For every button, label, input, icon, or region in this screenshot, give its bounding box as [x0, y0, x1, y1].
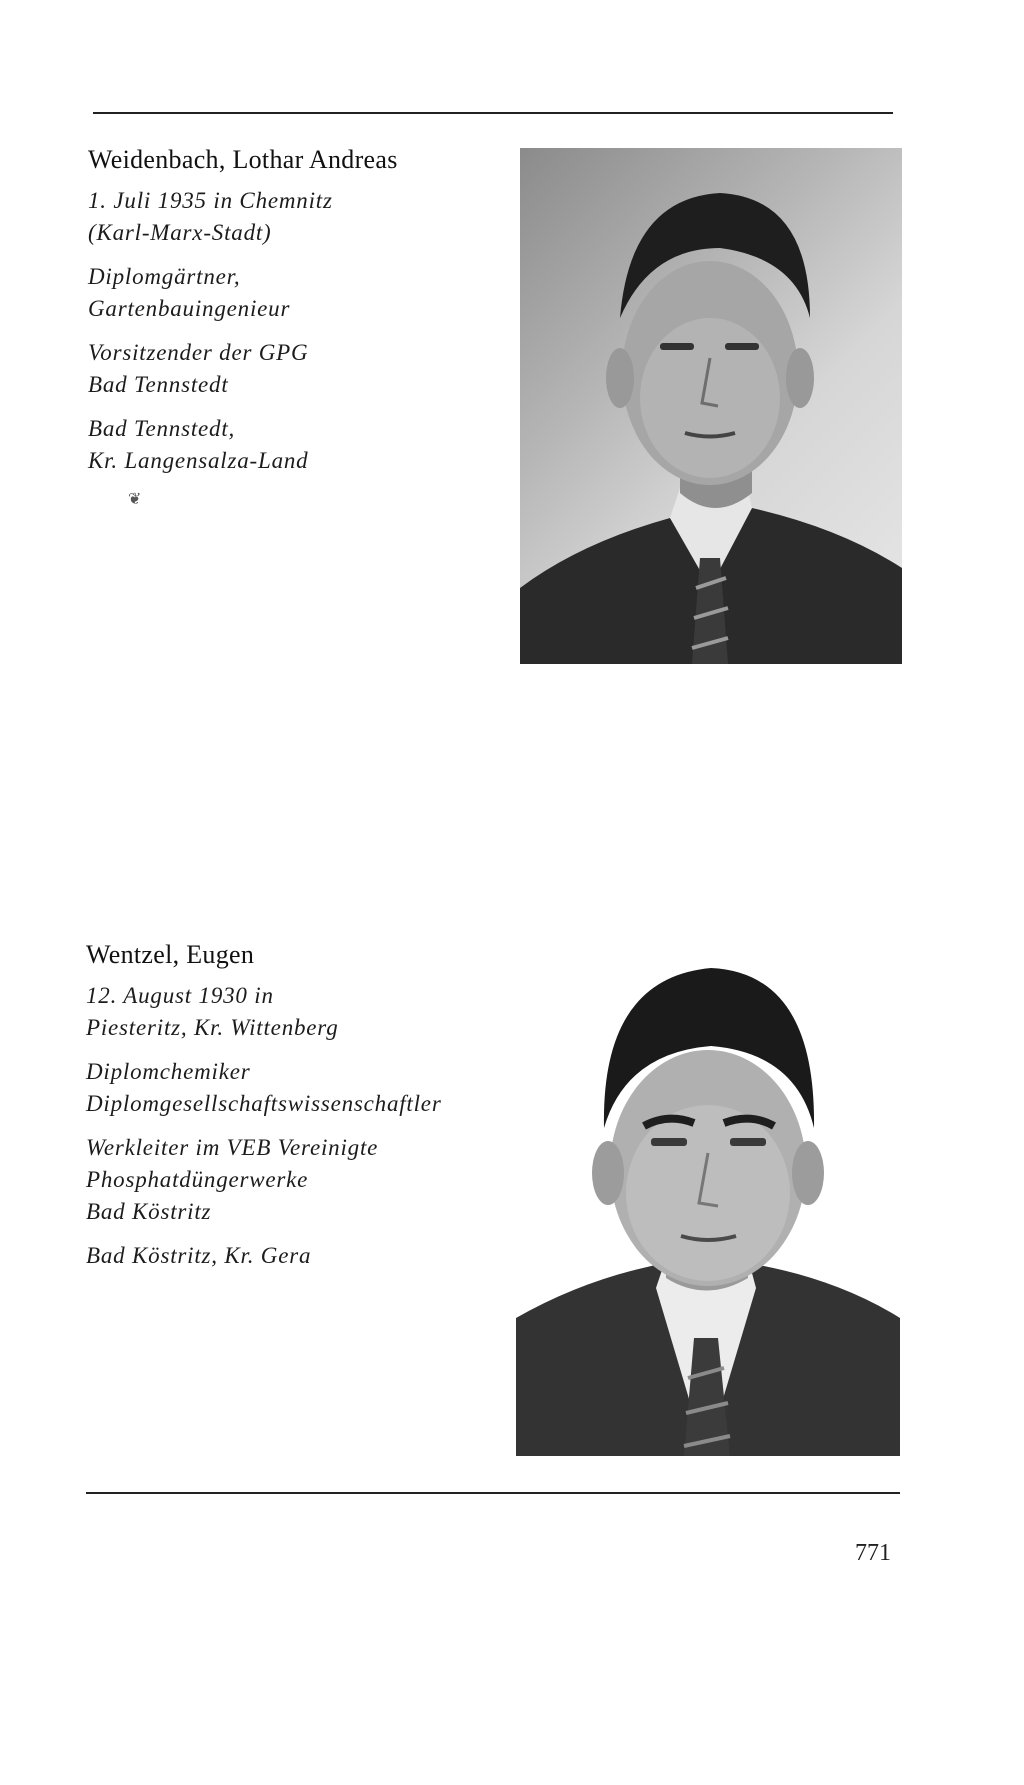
position-line: Bad Tennstedt — [88, 372, 229, 397]
residence-line: Kr. Langensalza-Land — [88, 448, 309, 473]
ornament-icon: ❦ — [128, 489, 142, 508]
residence-line: Bad Köstritz, Kr. Gera — [86, 1243, 312, 1268]
birth-block — [86, 980, 526, 1044]
entry-name: Wentzel, Eugen — [86, 940, 255, 969]
position-block — [86, 1132, 526, 1228]
birth-block — [88, 185, 508, 249]
position-block — [88, 337, 508, 401]
profession-line: Gartenbauingenieur — [88, 296, 291, 321]
residence-block — [86, 1240, 526, 1272]
position-line: Vorsitzender der GPG — [88, 340, 309, 365]
profession-line: Diplomchemiker — [86, 1059, 251, 1084]
birth-line: Piesteritz, Kr. Wittenberg — [86, 1015, 339, 1040]
portrait-photo-weidenbach — [520, 148, 902, 664]
entry-name: Weidenbach, Lothar Andreas — [88, 145, 398, 174]
top-rule — [93, 112, 893, 114]
position-line: Bad Köstritz — [86, 1199, 212, 1224]
page-number: 771 — [855, 1540, 891, 1566]
portrait-photo-wentzel — [516, 958, 900, 1456]
birth-line: (Karl-Marx-Stadt) — [88, 220, 272, 245]
residence-line: Bad Tennstedt, — [88, 416, 236, 441]
birth-line: 1. Juli 1935 in Chemnitz — [88, 188, 333, 213]
position-line: Werkleiter im VEB Vereinigte — [86, 1135, 379, 1160]
profession-block — [86, 1056, 526, 1120]
entry-weidenbach — [88, 145, 508, 508]
position-line: Phosphatdüngerwerke — [86, 1167, 309, 1192]
bottom-rule — [86, 1492, 900, 1494]
profession-line: Diplomgesellschaftswissenschaftler — [86, 1091, 442, 1116]
profession-block — [88, 261, 508, 325]
profession-line: Diplomgärtner, — [88, 264, 241, 289]
entry-wentzel — [86, 940, 526, 1284]
birth-line: 12. August 1930 in — [86, 983, 274, 1008]
residence-block — [88, 413, 508, 477]
